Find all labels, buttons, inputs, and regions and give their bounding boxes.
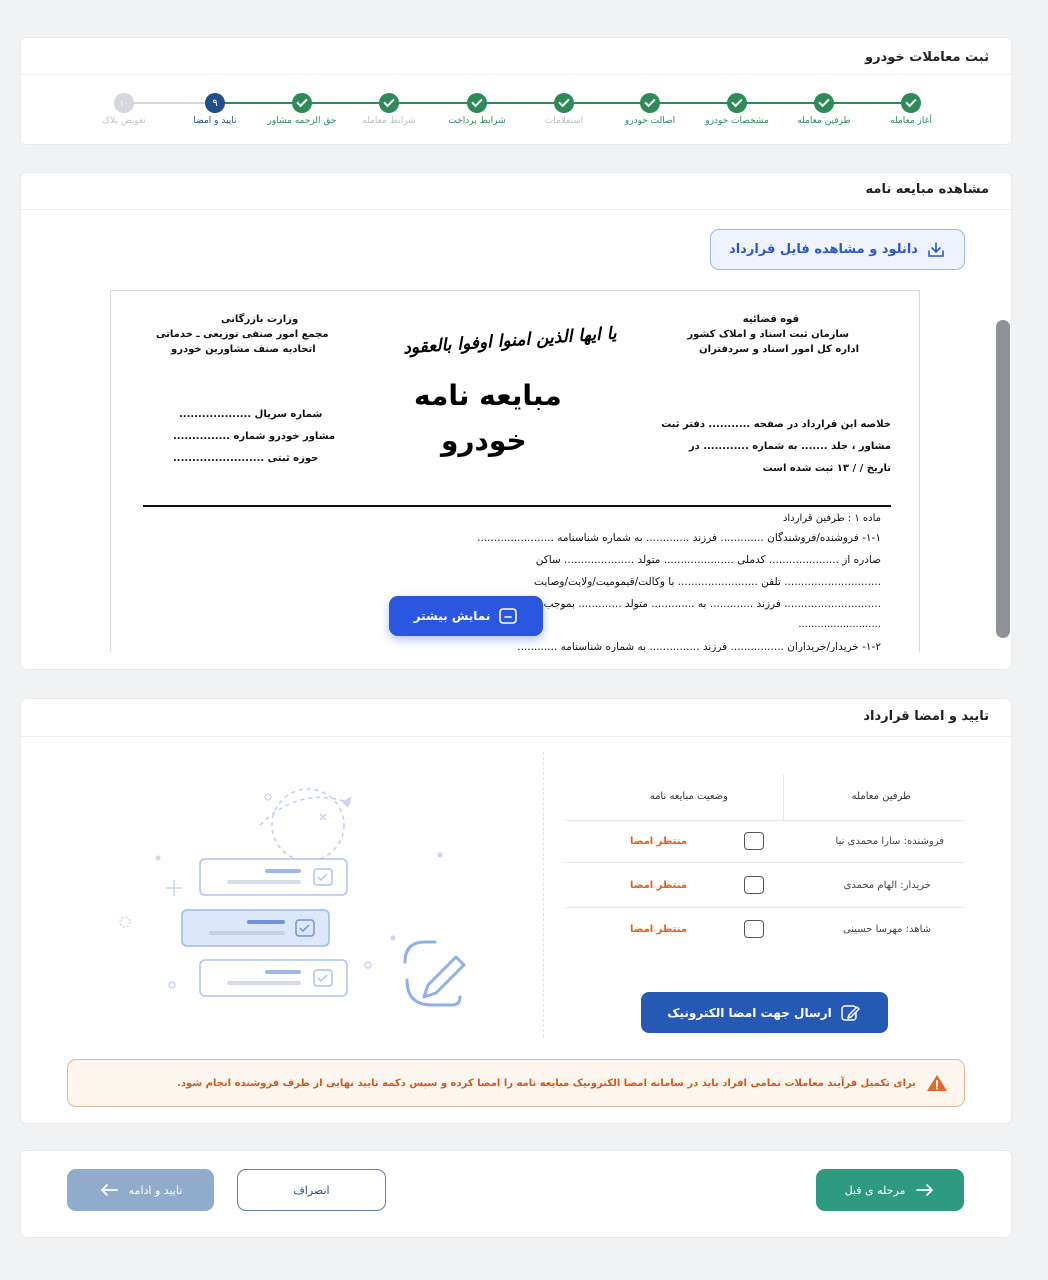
arrow-right-icon: [915, 1183, 935, 1197]
signature-illustration: [110, 780, 480, 1030]
step-label: طرفین معامله: [797, 116, 851, 126]
send-e-sign-button[interactable]: [641, 992, 888, 1033]
doc-header-left: اتحادیه صنف مشاورین خودرو: [171, 344, 316, 355]
expand-icon: [498, 607, 518, 625]
arrow-left-icon: [99, 1183, 119, 1197]
buyer-sign-checkbox[interactable]: [744, 876, 764, 894]
col-header-status: وضعیت مبایعه نامه: [649, 791, 728, 802]
preview-title: مشاهده مبایعه نامه: [865, 182, 989, 197]
step-label: تعویض پلاک: [102, 116, 146, 126]
doc-divider: [143, 505, 891, 507]
table-row-line: [565, 862, 965, 863]
check-icon: [727, 93, 747, 113]
confirm-continue-button[interactable]: [67, 1169, 214, 1211]
doc-info-right: خلاصه این قرارداد در صفحه ........... دفتر ثبت: [661, 419, 891, 430]
col-separator: [783, 775, 784, 821]
doc-body-line: ۱-۲- خریدار/خریداران ................ فرزند ............... به شماره شناسنامه ............: [517, 641, 881, 652]
stepper-card: [20, 37, 1012, 145]
previous-step-label: مرحله ی قبل: [844, 1183, 906, 1197]
check-icon: [640, 93, 660, 113]
download-label: دانلود و مشاهده فایل قرارداد: [729, 242, 918, 257]
doc-info-left: حوزه ثبتی ........................: [173, 453, 319, 464]
warning-text: برای تکمیل فرآیند معاملات تمامی افراد باید در سامانه امضا الکترونیک مبایعه نامه را امضا کرده و سپس دکمه تایید نهایی از طرف فروشنده انجام شود.: [177, 1077, 916, 1089]
step-label: تایید و امضا: [193, 116, 237, 126]
step-label: حق الزحمه مشاور: [267, 116, 337, 126]
cancel-button[interactable]: [237, 1169, 386, 1211]
doc-info-left: مشاور خودرو شماره ...............: [173, 431, 336, 442]
step-number: ۹: [205, 93, 225, 113]
status-badge: منتظر امضا: [629, 836, 687, 847]
doc-info-right: مشاور ، جلد ....... به شماره ............ در: [688, 441, 891, 452]
doc-body-line: ............................. تلفن ........................ با وکالت/قیمومیت/ولایت/وصایت: [534, 576, 881, 588]
step-plate-change[interactable]: [69, 93, 179, 126]
col-header-parties: طرفین معامله: [851, 791, 911, 802]
signing-title: تایید و امضا قرارداد: [863, 709, 989, 724]
edit-icon: [840, 1003, 862, 1023]
check-icon: [292, 93, 312, 113]
doc-header-right: اداره کل امور اسناد و سردفتران: [699, 344, 859, 355]
step-number: ۱۰: [114, 93, 134, 113]
table-row-line: [565, 907, 965, 908]
warning-banner: [67, 1059, 965, 1107]
doc-title-line1: مبایعه نامه: [414, 379, 562, 412]
table-row-line: [565, 820, 965, 821]
stepper-title: ثبت معاملات خودرو: [864, 50, 989, 65]
doc-header-left: مجمع امور صنفی توزیعی ـ خدماتی: [156, 329, 329, 340]
doc-info-left: شماره سریال ...................: [179, 409, 323, 420]
show-more-label: نمایش بیشتر: [413, 609, 491, 623]
step-label: استعلامات: [544, 116, 584, 126]
seller-sign-checkbox[interactable]: [744, 832, 764, 850]
step-label: شرایط پرداخت: [448, 116, 506, 126]
party-buyer: خریدار: الهام محمدی: [843, 880, 931, 891]
check-icon: [379, 93, 399, 113]
cancel-label: انصراف: [293, 1183, 330, 1197]
show-more-button[interactable]: [389, 596, 543, 636]
step-label: آغاز معامله: [890, 116, 932, 126]
party-seller: فروشنده: سارا محمدی نیا: [835, 836, 944, 847]
send-e-sign-label: ارسال جهت امضا الکترونیک: [667, 1005, 832, 1020]
doc-title-line2: خودرو: [441, 424, 527, 457]
doc-body-line: ............................. فرزند ............. به ............. متولد ............. بموجب: [543, 598, 881, 610]
doc-header-left: وزارت بازرگانی: [221, 314, 299, 325]
party-witness: شاهد: مهرسا حسینی: [842, 924, 931, 935]
status-badge: منتظر امضا: [629, 880, 687, 891]
step-label: شرایط معامله: [362, 116, 416, 126]
doc-body-line: ..........................: [798, 619, 881, 630]
doc-body-line: ۱-۱- فروشنده/فروشندگان ............. فرزند ............. به شماره شناسنامه .......................: [477, 532, 881, 544]
check-icon: [901, 93, 921, 113]
warning-icon: [926, 1073, 948, 1093]
section-divider: [543, 752, 544, 1037]
doc-header-right: سازمان ثبت اسناد و املاک کشور: [687, 329, 849, 340]
previous-step-button[interactable]: [816, 1169, 964, 1211]
doc-body-line: ماده ۱ : طرفین قرارداد: [782, 513, 881, 524]
doc-info-right: تاریخ / / ۱۳ ثبت شده است: [762, 463, 891, 474]
witness-sign-checkbox[interactable]: [744, 920, 764, 938]
doc-bismillah: یا ایها الذین امنوا اوفوا بالعقود: [402, 323, 618, 359]
doc-header-right: قوه قضائیه: [742, 314, 799, 325]
check-icon: [814, 93, 834, 113]
download-contract-button[interactable]: [710, 229, 965, 270]
step-label: اصالت خودرو: [624, 116, 676, 126]
download-icon: [926, 241, 946, 259]
doc-body-line: صادره از ..................... کدملی ..................... متولد ..................... ساکن: [535, 554, 881, 566]
step-label: مشخصات خودرو: [705, 116, 769, 126]
confirm-continue-label: تایید و ادامه: [128, 1183, 183, 1197]
preview-scrollbar[interactable]: [996, 320, 1010, 638]
check-icon: [467, 93, 487, 113]
status-badge: منتظر امضا: [629, 924, 687, 935]
check-icon: [554, 93, 574, 113]
